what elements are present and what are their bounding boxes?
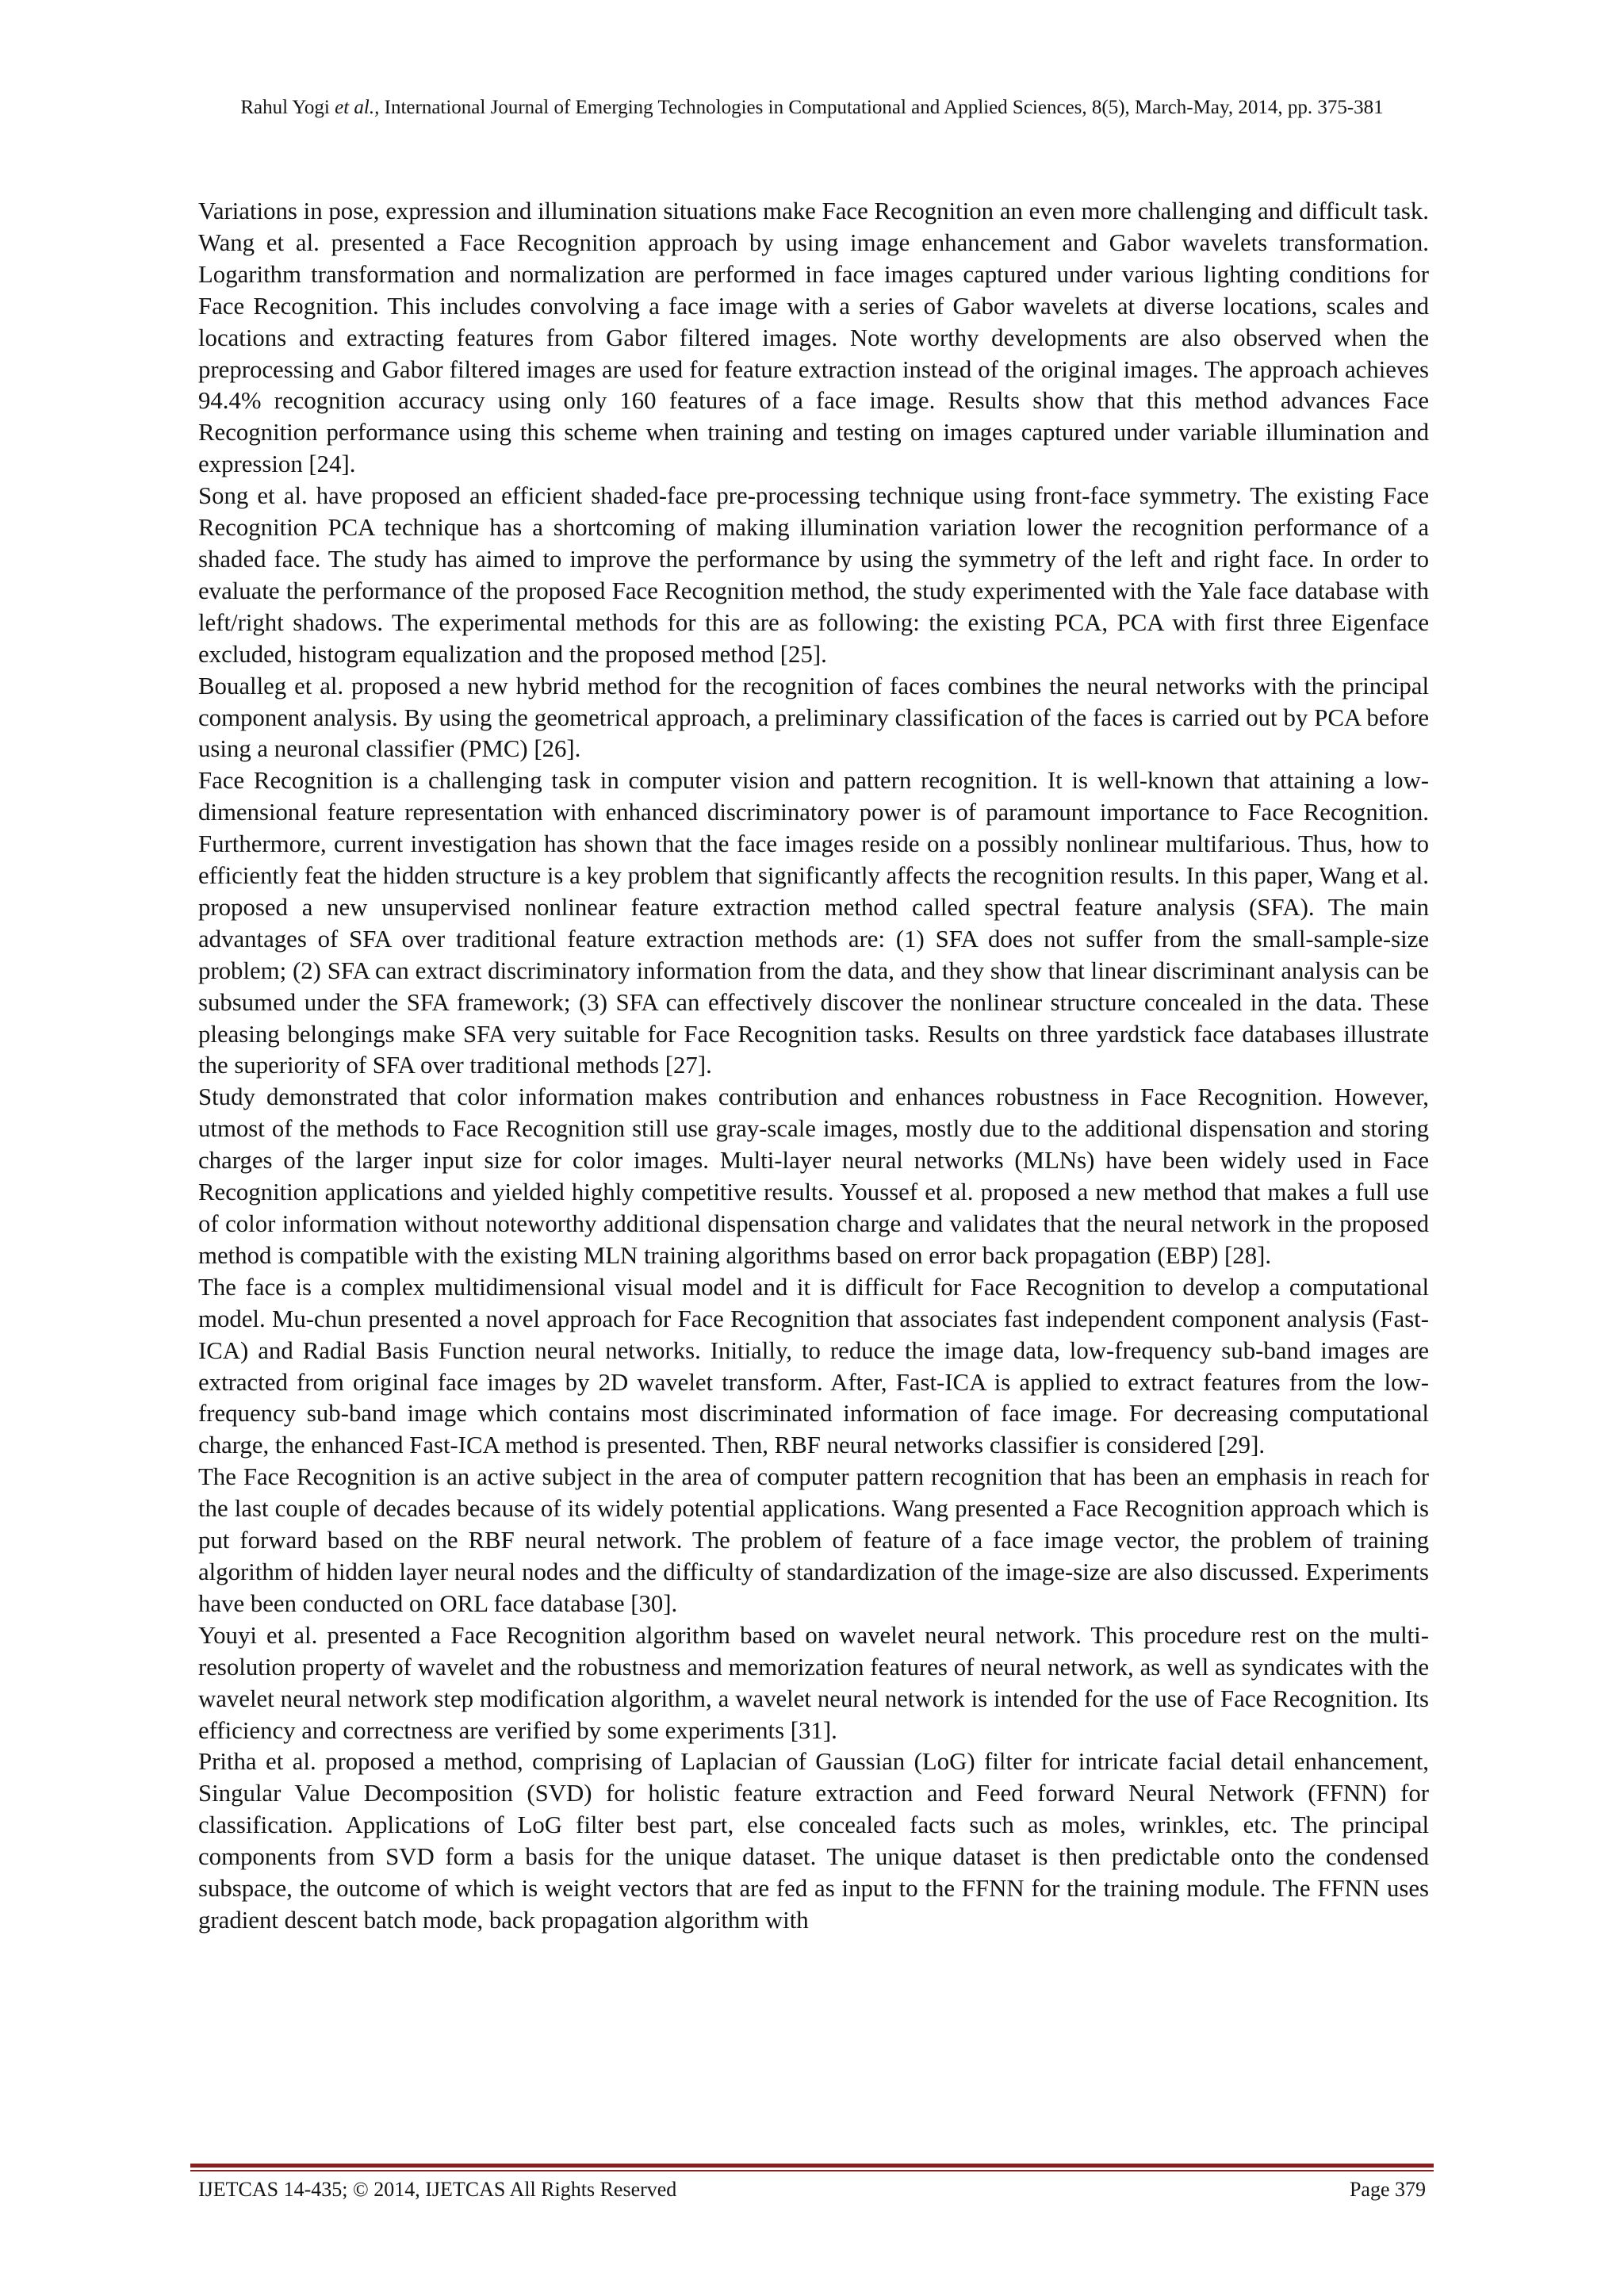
footer-divider-thin <box>190 2170 1434 2171</box>
paragraph-youyi-wavelet: Youyi et al. presented a Face Recognition algorithm based on wavelet neural network. This procedure rest on the multi-resolution property of wavelet and the robustness and memorization features of neural network, as well as syndicates with the wavelet neural network step modification algorithm, a wavelet neural network is intended for the use of Face Recognition. Its efficiency and correctness are verified by some experiments [31]. <box>198 1621 1429 1744</box>
header-author: Rahul Yogi <box>240 97 330 118</box>
paragraph-pritha-log: Pritha et al. proposed a method, comprising of Laplacian of Gaussian (LoG) filter for intricate facial detail enhancement, Singular Value Decomposition (SVD) for holistic feature extraction and Feed forward Neural Network (FFNN) for classification. Applications of LoG filter best part, else concealed facts such as moles, wrinkles, etc. The principal components from SVD form a basis for the unique dataset. The unique dataset is then predictable onto the condensed subspace, the outcome of which is weight vectors that are fed as input to the FFNN for the training module. The FFNN uses gradient descent batch mode, back propagation algorithm with <box>198 1748 1429 1934</box>
paragraph-song-symmetry: Song et al. have proposed an efficient shaded-face pre-processing technique using front-face symmetry. The existing Face Recognition PCA technique has a shortcoming of making illumination variation lower the recognition performance of a shaded face. The study has aimed to improve the performance by using the symmetry of the left and right face. In order to evaluate the performance of the proposed Face Recognition method, the study experimented with the Yale face database with left/right shadows. The experimental methods for this are as following: the existing PCA, PCA with first three Eigenface excluded, histogram equalization and the proposed method [25]. <box>198 482 1429 668</box>
footer-copyright: IJETCAS 14-435; © 2014, IJETCAS All Rights Reserved <box>198 2178 677 2201</box>
paragraph-muchun-fastica: The face is a complex multidimensional visual model and it is difficult for Face Recognition to develop a computational model. Mu-chun presented a novel approach for Face Recognition that associates fast independent component analysis (Fast-ICA) and Radial Basis Function neural networks. Initially, to reduce the image data, low-frequency sub-band images are extracted from original face images by 2D wavelet transform. After, Fast-ICA is applied to extract features from the low-frequency sub-band image which contains most discriminated information of face image. For decreasing computational charge, the enhanced Fast-ICA method is presented. Then, RBF neural networks classifier is considered [29]. <box>198 1273 1429 1459</box>
paragraph-youssef-color: Study demonstrated that color information makes contribution and enhances robustness in Face Recognition. However, utmost of the methods to Face Recognition still use gray-scale images, mostly due to the additional dispensation and storing charges of the larger input size for color images. Multi-layer neural networks (MLNs) have been widely used in Face Recognition applications and yielded highly competitive results. Youssef et al. proposed a new method that makes a full use of color information without noteworthy additional dispensation charge and validates that the neural network in the proposed method is compatible with the existing MLN training algorithms based on error back propagation (EBP) [28]. <box>198 1083 1429 1269</box>
paragraph-wang-sfa: Face Recognition is a challenging task in computer vision and pattern recognition. It is well-known that attaining a low-dimensional feature representation with enhanced discriminatory power is of paramount importance to Face Recognition. Furthermore, current investigation has shown that the face images reside on a possibly nonlinear multifarious. Thus, how to efficiently feat the hidden structure is a key problem that significantly affects the recognition results. In this paper, Wang et al. proposed a new unsupervised nonlinear feature extraction method called spectral feature analysis (SFA). The main advantages of SFA over traditional feature extraction methods are: (1) SFA does not suffer from the small-sample-size problem; (2) SFA can extract discriminatory information from the data, and they show that linear discriminant analysis can be subsumed under the SFA framework; (3) SFA can effectively discover the nonlinear structure concealed in the data. These pleasing belongings make SFA very suitable for Face Recognition tasks. Results on three yardstick face databases illustrate the superiority of SFA over traditional methods [27]. <box>198 767 1429 1079</box>
header-etal: et al., <box>335 97 380 118</box>
running-header <box>198 94 1426 122</box>
footer-divider <box>190 2164 1434 2171</box>
paragraph-wang-gabor: Variations in pose, expression and illumination situations make Face Recognition an even more challenging and difficult task. Wang et al. presented a Face Recognition approach by using image enhancement and Gabor wavelets transformation. Logarithm transformation and normalization are performed in face images captured under various lighting conditions for Face Recognition. This includes convolving a face image with a series of Gabor wavelets at diverse locations, scales and locations and extracting features from Gabor filtered images. Note worthy developments are also observed when the preprocessing and Gabor filtered images are used for feature extraction instead of the original images. The approach achieves 94.4% recognition accuracy using only 160 features of a face image. Results show that this method advances Face Recognition performance using this scheme when training and testing on images captured under variable illumination and expression [24]. <box>198 197 1429 478</box>
body-text <box>198 196 1429 1937</box>
paragraph-boualleg-hybrid: Boualleg et al. proposed a new hybrid method for the recognition of faces combines the neural networks with the principal component analysis. By using the geometrical approach, a preliminary classification of the faces is carried out by PCA before using a neuronal classifier (PMC) [26]. <box>198 672 1429 763</box>
header-citation: International Journal of Emerging Technologies in Computational and Applied Sciences, 8(5), March-May, 2014, pp. 375-381 <box>384 97 1384 118</box>
footer-divider-thick <box>190 2164 1434 2168</box>
paragraph-wang-rbf: The Face Recognition is an active subject in the area of computer pattern recognition that has been an emphasis in reach for the last couple of decades because of its widely potential applications. Wang presented a Face Recognition approach which is put forward based on the RBF neural network. The problem of feature of a face image vector, the problem of training algorithm of hidden layer neural nodes and the difficulty of standardization of the image-size are also discussed. Experiments have been conducted on ORL face database [30]. <box>198 1463 1429 1617</box>
page-number: Page 379 <box>1349 2178 1426 2201</box>
